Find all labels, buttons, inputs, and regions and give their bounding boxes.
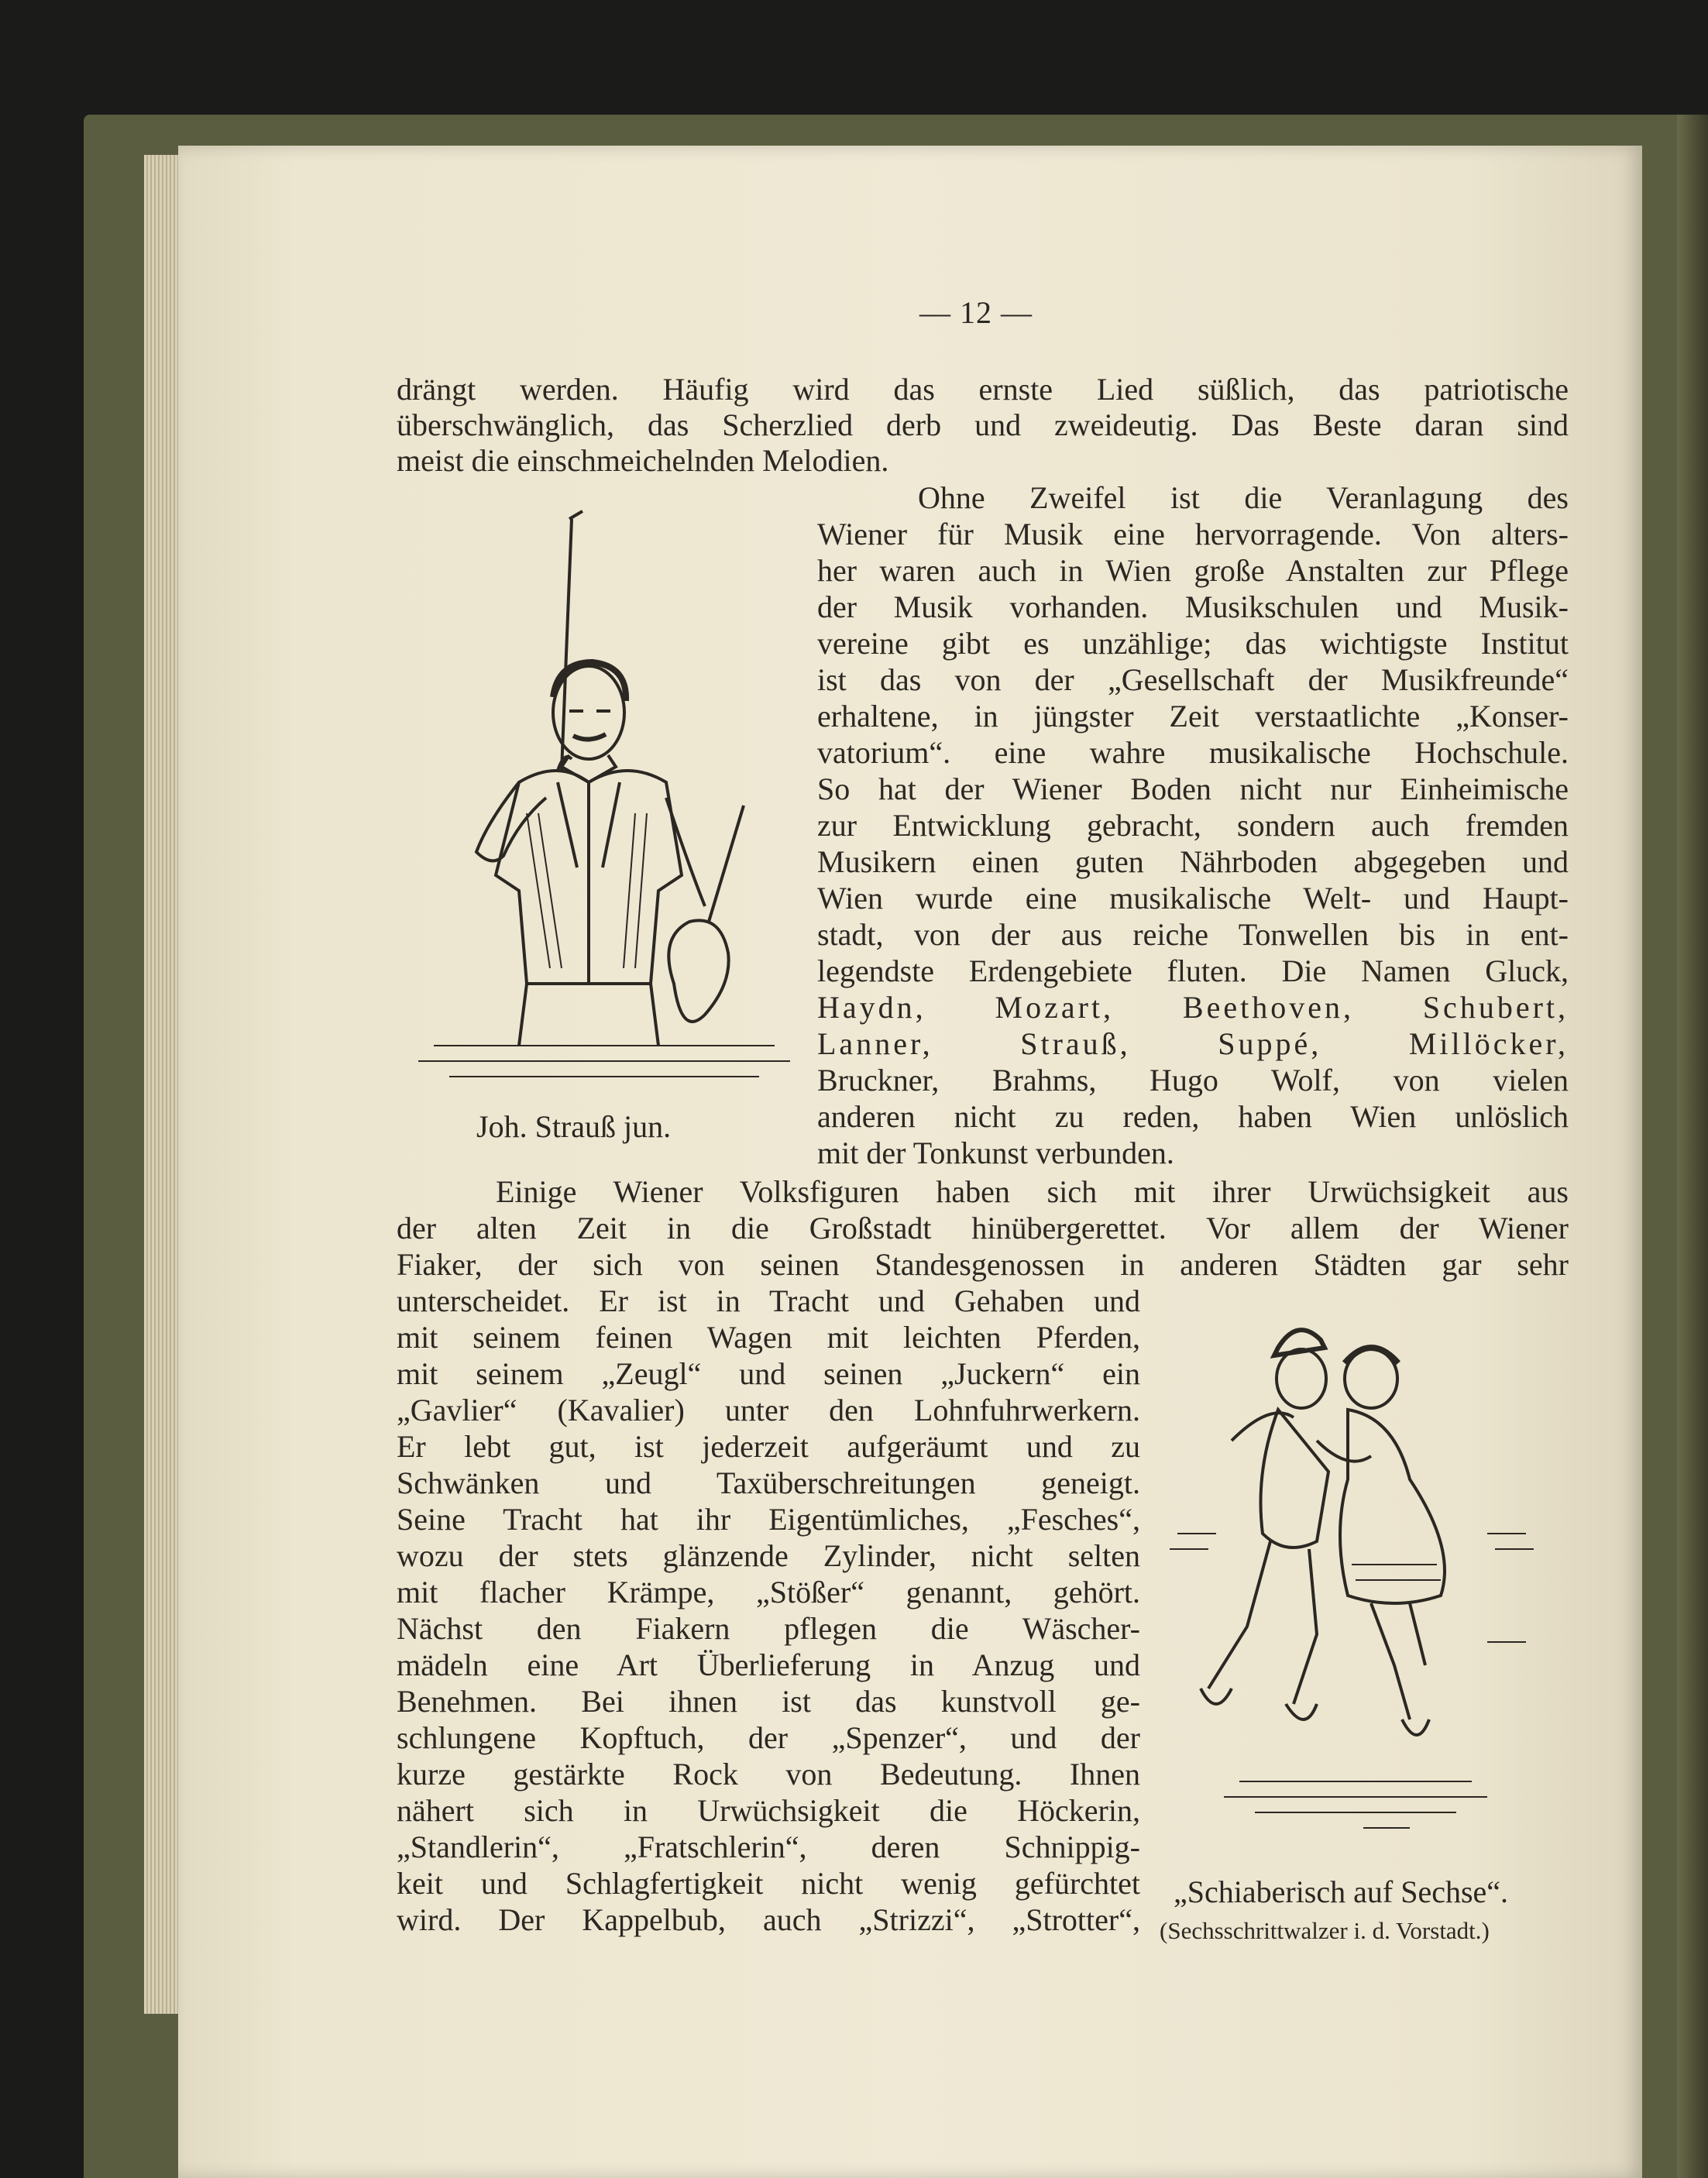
text-line: Lanner, Strauß, Suppé, Millöcker, <box>817 1026 1569 1061</box>
text-line: Wien wurde eine musikalische Welt- und Haupt- <box>817 881 1569 916</box>
text-line: erhaltene, in jüngster Zeit verstaatlichte „Konser- <box>817 699 1569 733</box>
text-line: Schwänken und Taxüberschreitungen geneigt. <box>397 1465 1140 1500</box>
text-line: mit seinem feinen Wagen mit leichten Pferden, <box>397 1320 1140 1355</box>
text-line: Benehmen. Bei ihnen ist das kunstvoll ge- <box>397 1684 1140 1719</box>
text-line: mit der Tonkunst verbunden. <box>817 1135 1174 1170</box>
text-line: nähert sich in Urwüchsigkeit die Höckerin, <box>397 1793 1140 1828</box>
text-line: unterscheidet. Er ist in Tracht und Gehaben und <box>397 1283 1140 1318</box>
text-line: der Musik vorhanden. Musikschulen und Musik- <box>817 589 1569 624</box>
text-line: Wiener für Musik eine hervorragende. Von alters- <box>817 517 1569 551</box>
text-line: vatorium“. eine wahre musikalische Hochschule. <box>817 735 1569 770</box>
dancing-couple-illustration <box>1162 1301 1565 1859</box>
text-line: legendste Erdengebiete fluten. Die Namen Gluck, <box>817 953 1569 988</box>
text-line: vereine gibt es unzählige; das wichtigste Institut <box>817 626 1569 661</box>
text-line: stadt, von der aus reiche Tonwellen bis in ent- <box>817 917 1569 952</box>
text-line: Einige Wiener Volksfiguren haben sich mit ihrer Urwüchsigkeit aus <box>496 1174 1569 1209</box>
text-line: schlungene Kopftuch, der „Spenzer“, und der <box>397 1720 1140 1755</box>
text-line: kurze gestärkte Rock von Bedeutung. Ihnen <box>397 1757 1140 1792</box>
text-line: Musikern einen guten Nährboden abgegeben und <box>817 844 1569 879</box>
text-line: mit seinem „Zeugl“ und seinen „Juckern“ ein <box>397 1356 1140 1391</box>
caption-dance-sub: (Sechsschrittwalzer i. d. Vorstadt.) <box>1160 1917 1490 1944</box>
text-line: Nächst den Fiakern pflegen die Wäscher- <box>397 1611 1140 1646</box>
book-spine <box>1677 115 1708 2178</box>
text-line: „Standlerin“, „Fratschlerin“, deren Schnippig- <box>397 1829 1140 1864</box>
text-line: Bruckner, Brahms, Hugo Wolf, von vielen <box>817 1063 1569 1098</box>
text-line: drängt werden. Häufig wird das ernste Lied süßlich, das patriotische <box>397 372 1569 407</box>
caption-strauss: Joh. Strauß jun. <box>476 1109 672 1144</box>
text-line: ist das von der „Gesellschaft der Musikfreunde“ <box>817 662 1569 697</box>
text-line: keit und Schlagfertigkeit nicht wenig gefürchtet <box>397 1866 1140 1901</box>
text-line: Seine Tracht hat ihr Eigentümliches, „Fesches“, <box>397 1502 1140 1537</box>
text-line: Er lebt gut, ist jederzeit aufgeräumt und zu <box>397 1429 1140 1464</box>
text-line: So hat der Wiener Boden nicht nur Einheimische <box>817 771 1569 806</box>
text-line: meist die einschmeichelnden Melodien. <box>397 443 889 478</box>
johann-strauss-illustration <box>403 503 806 1108</box>
text-line: wird. Der Kappelbub, auch „Strizzi“, „Strotter“, <box>397 1902 1140 1937</box>
text-line: überschwänglich, das Scherzlied derb und zweideutig. Das Beste daran sind <box>397 407 1569 442</box>
text-line: „Gavlier“ (Kavalier) unter den Lohnfuhrwerkern. <box>397 1393 1140 1427</box>
text-line: Ohne Zweifel ist die Veranlagung des <box>918 480 1569 515</box>
text-line: Fiaker, der sich von seinen Standesgenossen in anderen Städten gar sehr <box>397 1247 1569 1282</box>
text-line: mit flacher Krämpe, „Stößer“ genannt, gehört. <box>397 1575 1140 1609</box>
text-line: Haydn, Mozart, Beethoven, Schubert, <box>817 990 1569 1025</box>
text-line: mädeln eine Art Überlieferung in Anzug und <box>397 1647 1140 1682</box>
text-line: zur Entwicklung gebracht, sondern auch fremden <box>817 808 1569 843</box>
page-number: — 12 — <box>919 295 1033 330</box>
text-line: wozu der stets glänzende Zylinder, nicht selten <box>397 1538 1140 1573</box>
text-line: her waren auch in Wien große Anstalten zur Pflege <box>817 553 1569 588</box>
caption-dance: „Schiaberisch auf Sechse“. <box>1174 1874 1509 1909</box>
text-line: der alten Zeit in die Großstadt hinübergerettet. Vor allem der Wiener <box>397 1211 1569 1245</box>
text-line: anderen nicht zu reden, haben Wien unlöslich <box>817 1099 1569 1134</box>
